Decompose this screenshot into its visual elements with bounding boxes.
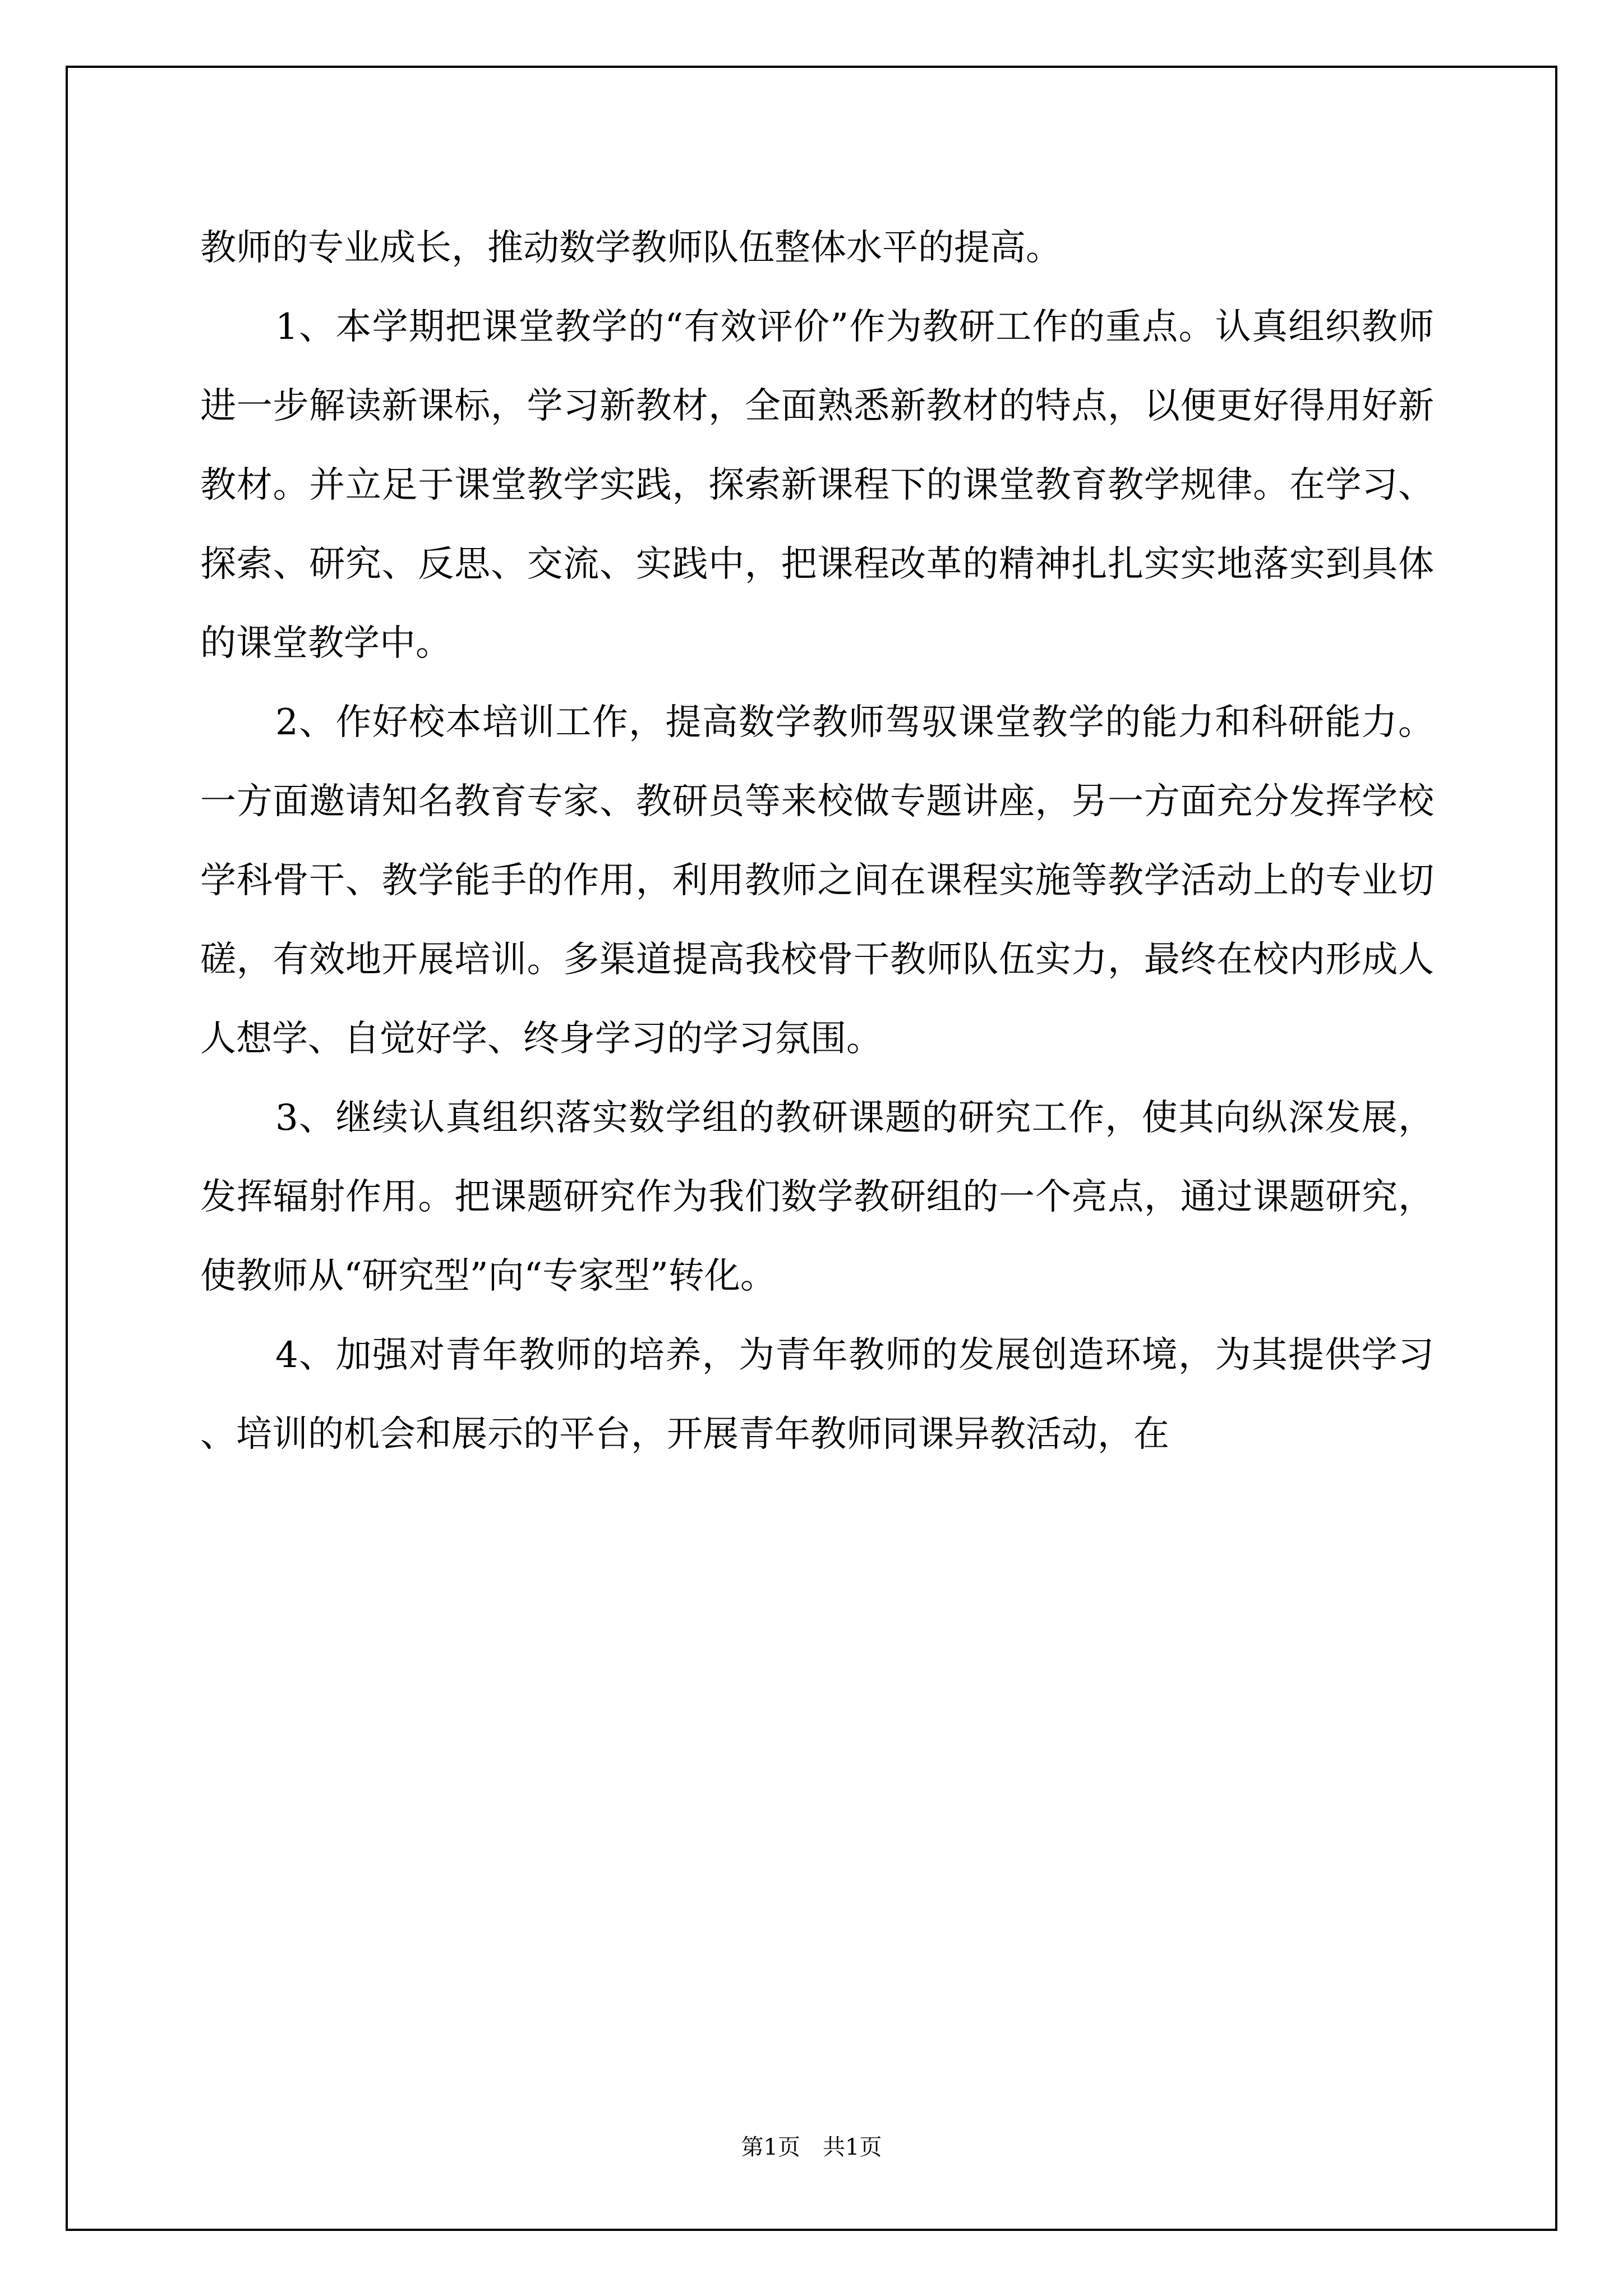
paragraph-item-1: 1、本学期把课堂教学的“有效评价”作为教研工作的重点。认真组织教师进一步解读新课标，学习新教材，全面熟悉新教材的特点，以便更好得用好新教材。并立足于课堂教学实践，探索新课程下的课堂教育教学规律。在学习、探索、研究、反思、交流、实践中，把课程改革的精神扎扎实实地落实到具体的课堂教学中。 [200, 306, 1434, 664]
paragraph-item-4: 4、加强对青年教师的培养，为青年教师的发展创造环境，为其提供学习、培训的机会和展示的平台，开展青年教师同课异教活动，在 [200, 1335, 1434, 1455]
paragraph-item-2: 2、作好校本培训工作，提高数学教师驾驭课堂教学的能力和科研能力。一方面邀请知名教育专家、教研员等来校做专题讲座，另一方面充分发挥学校学科骨干、教学能手的作用，利用教师之间在课程实施等教学活动上的专业切磋，有效地开展培训。多渠道提高我校骨干教师队伍实力，最终在校内形成人人想学、自觉好学、终身学习的学习氛围。 [200, 702, 1434, 1060]
paragraph-item-3: 3、继续认真组织落实数学组的教研课题的研究工作，使其向纵深发展，发挥辐射作用。把课题研究作为我们数学教研组的一个亮点，通过课题研究，使教师从“研究型”向“专家型”转化。 [200, 1097, 1434, 1297]
paragraph-continuation: 教师的专业成长，推动数学教师队伍整体水平的提高。 [200, 227, 1062, 269]
document-body [200, 209, 1434, 1474]
page-number-footer: 第1页 共1页 [741, 2134, 882, 2160]
